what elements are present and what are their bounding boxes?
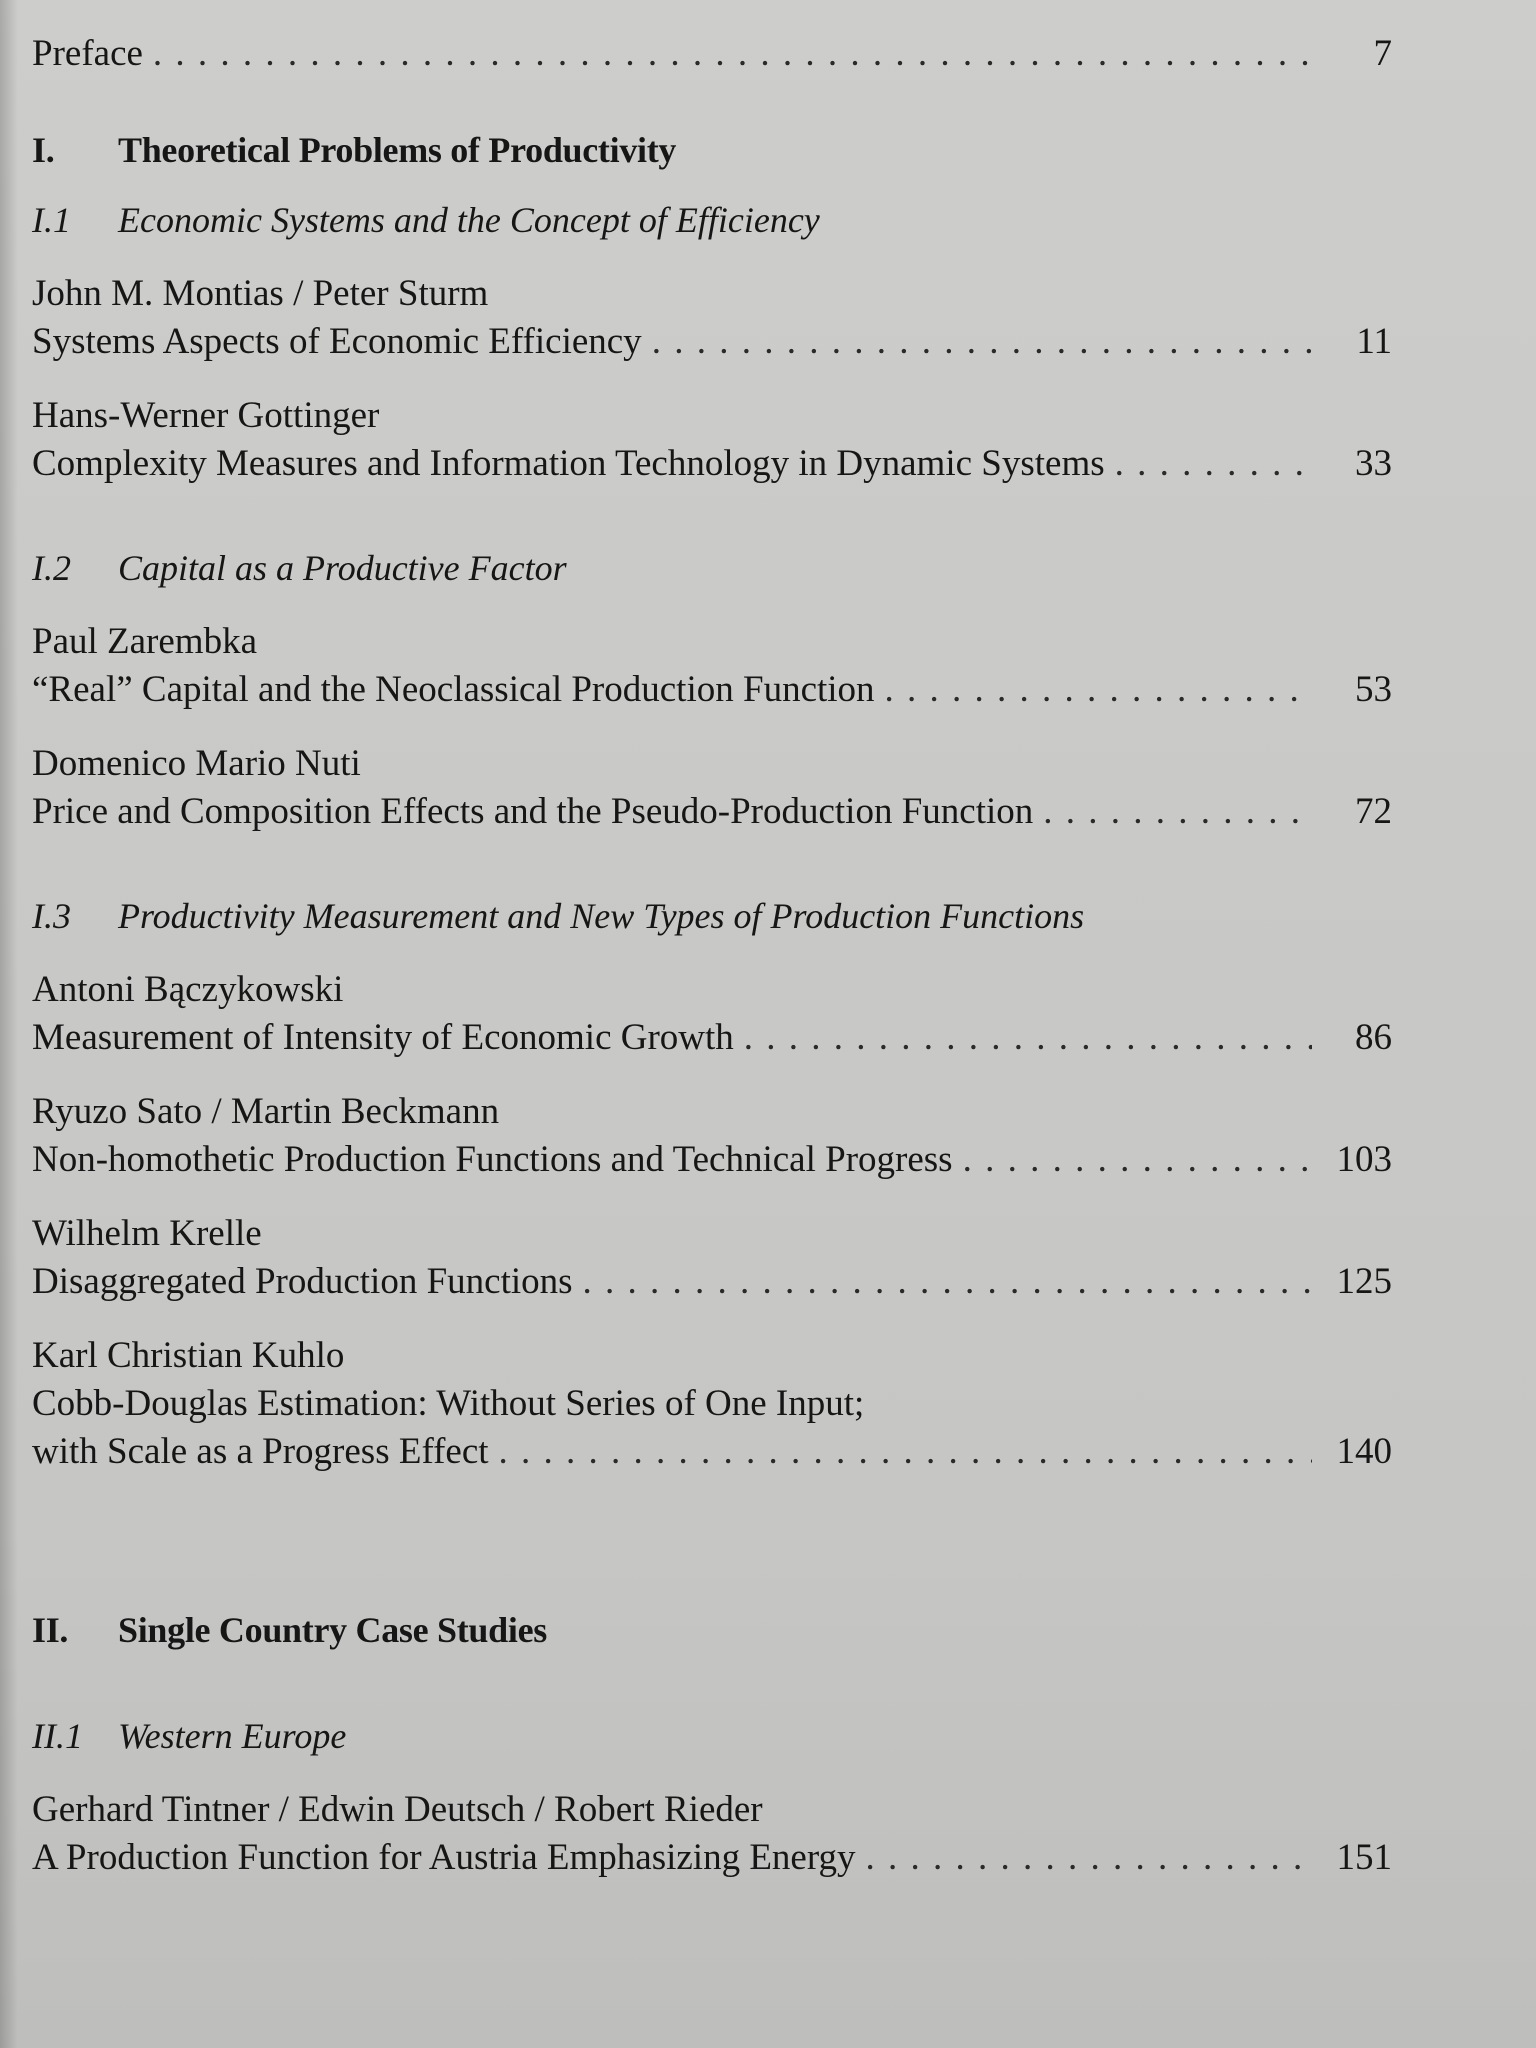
part-heading-2: [32, 1606, 1392, 1654]
page-number: 140: [1336, 1431, 1392, 1472]
page-number: 33: [1355, 443, 1392, 484]
section-number: I.3: [32, 896, 71, 936]
entry-authors: Hans-Werner Gottinger: [32, 395, 380, 436]
page-number: 125: [1336, 1261, 1392, 1302]
section-heading-2-1: [32, 1712, 1392, 1760]
dot-leader: [744, 1014, 1312, 1062]
section-heading-1-1: [32, 196, 1392, 244]
entry-title-line: [32, 1258, 1392, 1306]
section-title: Productivity Measurement and New Types of Production Functions: [118, 896, 1085, 936]
section-heading-1-3: [32, 892, 1392, 940]
toc-entry[interactable]: [32, 270, 1392, 366]
toc-entry[interactable]: [32, 1332, 1392, 1476]
entry-authors: Domenico Mario Nuti: [32, 743, 361, 784]
page-number: 86: [1355, 1017, 1392, 1058]
dot-leader: [583, 1258, 1312, 1306]
section-title: Economic Systems and the Concept of Efficiency: [118, 200, 820, 240]
entry-title-first-line: Cobb-Douglas Estimation: Without Series of One Input;: [32, 1383, 865, 1424]
entry-title: “Real” Capital and the Neoclassical Production Function: [32, 669, 875, 710]
toc-entry[interactable]: [32, 1088, 1392, 1184]
toc-entry[interactable]: [32, 966, 1392, 1062]
entry-title: Price and Composition Effects and the Pseudo-Production Function: [32, 791, 1034, 832]
entry-authors: Ryuzo Sato / Martin Beckmann: [32, 1091, 500, 1132]
entry-title: A Production Function for Austria Emphasizing Energy: [32, 1837, 856, 1878]
dot-leader: [499, 1428, 1312, 1476]
section-number: I.1: [32, 200, 71, 240]
part-numeral: I.: [32, 130, 55, 170]
dot-leader: [1043, 788, 1312, 836]
dot-leader: [963, 1136, 1312, 1184]
section-heading-1-2: [32, 544, 1392, 592]
entry-title: Non-homothetic Production Functions and Technical Progress: [32, 1139, 953, 1180]
dot-leader: [1115, 440, 1312, 488]
part-numeral: II.: [32, 1610, 69, 1650]
section-title: Capital as a Productive Factor: [118, 548, 567, 588]
preface-title: Preface: [32, 33, 143, 74]
section-title: Western Europe: [118, 1716, 347, 1756]
entry-title-line: [32, 1014, 1392, 1062]
toc-entry[interactable]: [32, 740, 1392, 836]
entry-title: Complexity Measures and Information Technology in Dynamic Systems: [32, 443, 1105, 484]
page-number: 7: [1373, 33, 1392, 74]
toc-entry[interactable]: [32, 392, 1392, 488]
page-number: 53: [1355, 669, 1392, 710]
entry-authors: John M. Montias / Peter Sturm: [32, 273, 489, 314]
page-edge-shadow: [0, 0, 18, 2048]
part-title: Theoretical Problems of Productivity: [118, 130, 677, 170]
dot-leader: [652, 318, 1312, 366]
toc-entry[interactable]: [32, 618, 1392, 714]
page-number: 151: [1336, 1837, 1392, 1878]
toc-entry[interactable]: [32, 1210, 1392, 1306]
table-of-contents: [32, 30, 1392, 1882]
entry-authors: Antoni Bączykowski: [32, 969, 344, 1010]
entry-authors: Paul Zarembka: [32, 621, 257, 662]
entry-authors: Gerhard Tintner / Edwin Deutsch / Robert Rieder: [32, 1789, 763, 1830]
dot-leader: [866, 1834, 1312, 1882]
toc-entry-preface[interactable]: [32, 30, 1392, 78]
entry-title: Disaggregated Production Functions: [32, 1261, 573, 1302]
part-title: Single Country Case Studies: [118, 1610, 547, 1650]
entry-title: with Scale as a Progress Effect: [32, 1431, 489, 1472]
entry-authors: Karl Christian Kuhlo: [32, 1335, 345, 1376]
entry-title-line: [32, 788, 1392, 836]
entry-authors: Wilhelm Krelle: [32, 1213, 262, 1254]
section-number: I.2: [32, 548, 71, 588]
part-heading-1: [32, 126, 1392, 174]
entry-title-line: [32, 1428, 1392, 1476]
page-number: 72: [1355, 791, 1392, 832]
toc-entry[interactable]: [32, 1786, 1392, 1882]
entry-title: Systems Aspects of Economic Efficiency: [32, 321, 642, 362]
entry-title-line: [32, 1834, 1392, 1882]
section-number: II.1: [32, 1716, 83, 1756]
dot-leader: [885, 666, 1312, 714]
entry-title-line: [32, 318, 1392, 366]
page-number: 103: [1336, 1139, 1392, 1180]
entry-title-line: [32, 1136, 1392, 1184]
page-number: 11: [1356, 321, 1392, 362]
entry-title-line: [32, 666, 1392, 714]
dot-leader: [153, 30, 1312, 78]
entry-title-line: [32, 440, 1392, 488]
entry-title: Measurement of Intensity of Economic Growth: [32, 1017, 734, 1058]
